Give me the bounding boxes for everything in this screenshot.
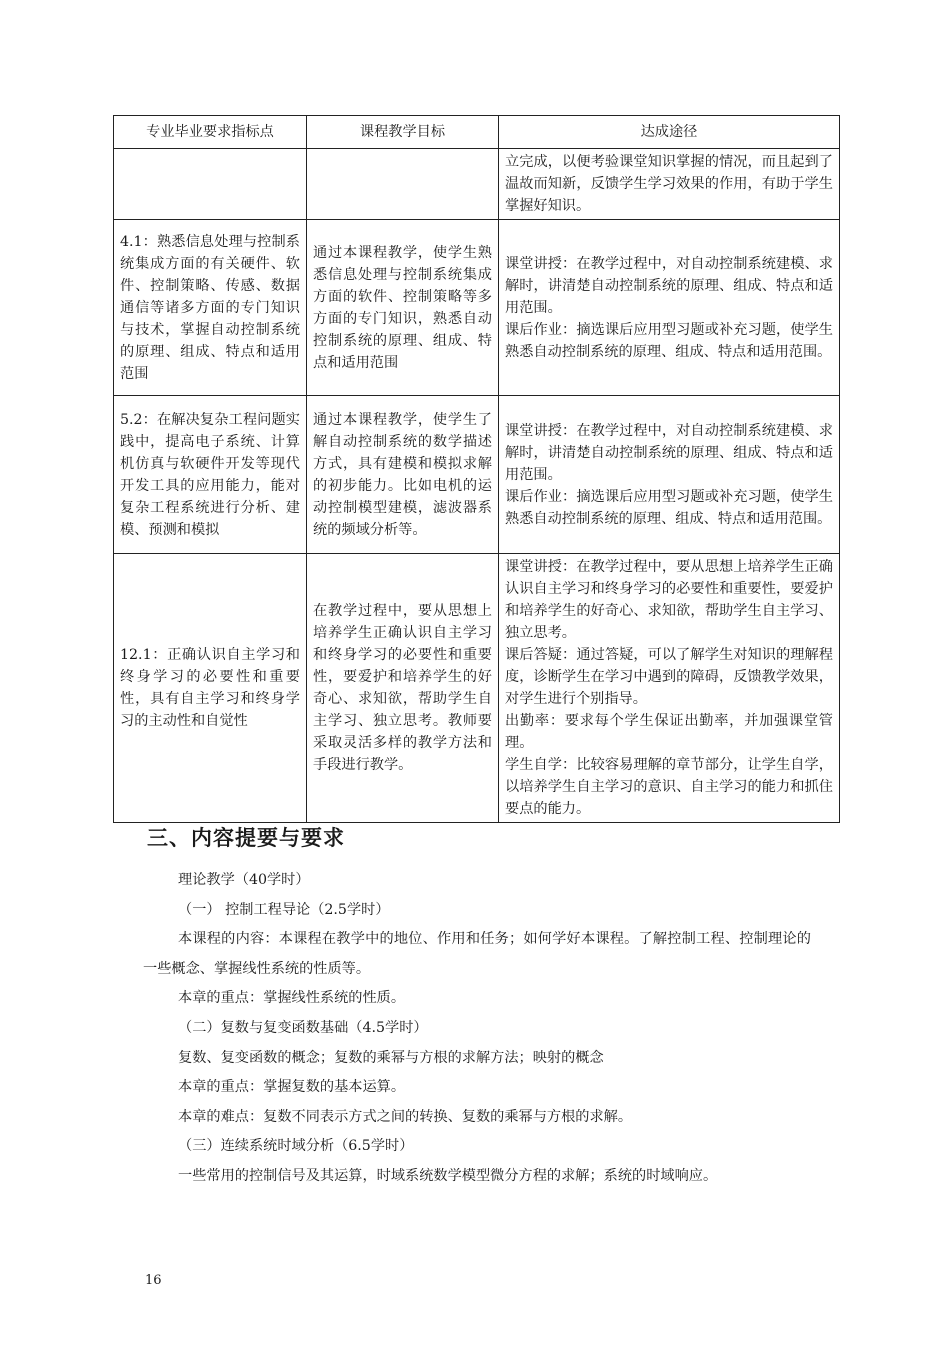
table-row (114, 220, 840, 396)
indicator-cell: 5.2：在解决复杂工程问题实践中，提高电子系统、计算机仿真与软硬件开发等现代开发工具的应用能力，能对复杂工程系统进行分析、建模、预测和模拟 (114, 396, 307, 554)
header-approach: 达成途径 (499, 116, 840, 149)
paragraph: 一些常用的控制信号及其运算，时域系统数学模型微分方程的求解；系统的时域响应。 (178, 1167, 718, 1184)
approach-cell (499, 396, 840, 554)
header-indicator: 专业毕业要求指标点 (114, 116, 307, 149)
approach-item: 学生自学：比较容易理解的章节部分，让学生自学，以培养学生自主学习的意识、自主学习的能力和抓住要点的能力。 (505, 757, 833, 817)
goal-cell: 在教学过程中，要从思想上培养学生正确认识自主学习和终身学习的必要性和重要性，要爱护和培养学生的好奇心、求知欲，帮助学生自主学习、独立思考。教师要采取灵活多样的教学方法和手段进行教学。 (307, 554, 499, 823)
indicator-cell (114, 149, 307, 220)
approach-cell (499, 149, 840, 220)
goal-cell: 通过本课程教学，使学生熟悉信息处理与控制系统集成方面的软件、控制策略等多方面的专门知识，熟悉自动控制系统的原理、组成、特点和适用范围 (307, 220, 499, 396)
approach-item: 课堂讲授：在教学过程中，对自动控制系统建模、求解时，讲清楚自动控制系统的原理、组成、特点和适用范围。 (505, 422, 833, 483)
approach-item: 课后答疑：通过答疑，可以了解学生对知识的理解程度，诊断学生在学习中遇到的障碍，反馈教学效果，对学生进行个别指导。 (505, 647, 833, 707)
paragraph: （三）连续系统时域分析（6.5学时） (178, 1138, 414, 1155)
table-row (114, 149, 840, 220)
table-row (114, 396, 840, 554)
paragraph: （一） 控制工程导论（2.5学时） (178, 901, 390, 918)
approach-item: 课后作业：摘选课后应用型习题或补充习题，使学生熟悉自动控制系统的原理、组成、特点和适用范围。 (505, 321, 833, 360)
objectives-table-container (113, 115, 839, 823)
approach-cell (499, 220, 840, 396)
paragraph: 复数、复变函数的概念；复数的乘幂与方根的求解方法；映射的概念 (178, 1049, 604, 1066)
paragraph: 本课程的内容：本课程在教学中的地位、作用和任务；如何学好本课程。了解控制工程、控制理论的一些概念、掌握线性系统的性质等。 (143, 931, 811, 977)
paragraph: 本章的重点：掌握复数的基本运算。 (178, 1079, 406, 1096)
page-number: 16 (145, 1273, 162, 1288)
paragraph: 本章的重点：掌握线性系统的性质。 (178, 990, 406, 1007)
header-goal: 课程教学目标 (307, 116, 499, 149)
objectives-table (113, 115, 840, 823)
table-header-row (114, 116, 840, 149)
table-row (114, 554, 840, 823)
approach-item: 课后作业：摘选课后应用型习题或补充习题，使学生熟悉自动控制系统的原理、组成、特点和适用范围。 (505, 488, 833, 527)
indicator-cell: 12.1：正确认识自主学习和终身学习的必要性和重要性，具有自主学习和终身学习的主动性和自觉性 (114, 554, 307, 823)
paragraph: 理论教学（40学时） (178, 872, 310, 888)
paragraph: （二）复数与复变函数基础（4.5学时） (178, 1019, 428, 1036)
approach-cell (499, 554, 840, 823)
section-title: 三、内容提要与要求 (147, 825, 345, 850)
goal-cell (307, 149, 499, 220)
indicator-cell: 4.1：熟悉信息处理与控制系统集成方面的有关硬件、软件、控制策略、传感、数据通信等诸多方面的专门知识与技术，掌握自动控制系统的原理、组成、特点和适用范围 (114, 220, 307, 396)
paragraph: 本章的难点：复数不同表示方式之间的转换、复数的乘幂与方根的求解。 (178, 1108, 633, 1125)
goal-cell: 通过本课程教学，使学生了解自动控制系统的数学描述方式，具有建模和模拟求解的初步能力。比如电机的运动控制模型建模，滤波器系统的频域分析等。 (307, 396, 499, 554)
section-body (143, 866, 811, 1192)
approach-item: 课堂讲授：在教学过程中，对自动控制系统建模、求解时，讲清楚自动控制系统的原理、组成、特点和适用范围。 (505, 255, 833, 316)
approach-item: 立完成，以便考验课堂知识掌握的情况，而且起到了温故而知新，反馈学生学习效果的作用，有助于学生掌握好知识。 (505, 154, 833, 214)
approach-item: 课堂讲授：在教学过程中，要从思想上培养学生正确认识自主学习和终身学习的必要性和重要性，要爱护和培养学生的好奇心、求知欲，帮助学生自主学习、独立思考。 (505, 559, 833, 641)
approach-item: 出勤率：要求每个学生保证出勤率，并加强课堂管理。 (505, 713, 833, 751)
